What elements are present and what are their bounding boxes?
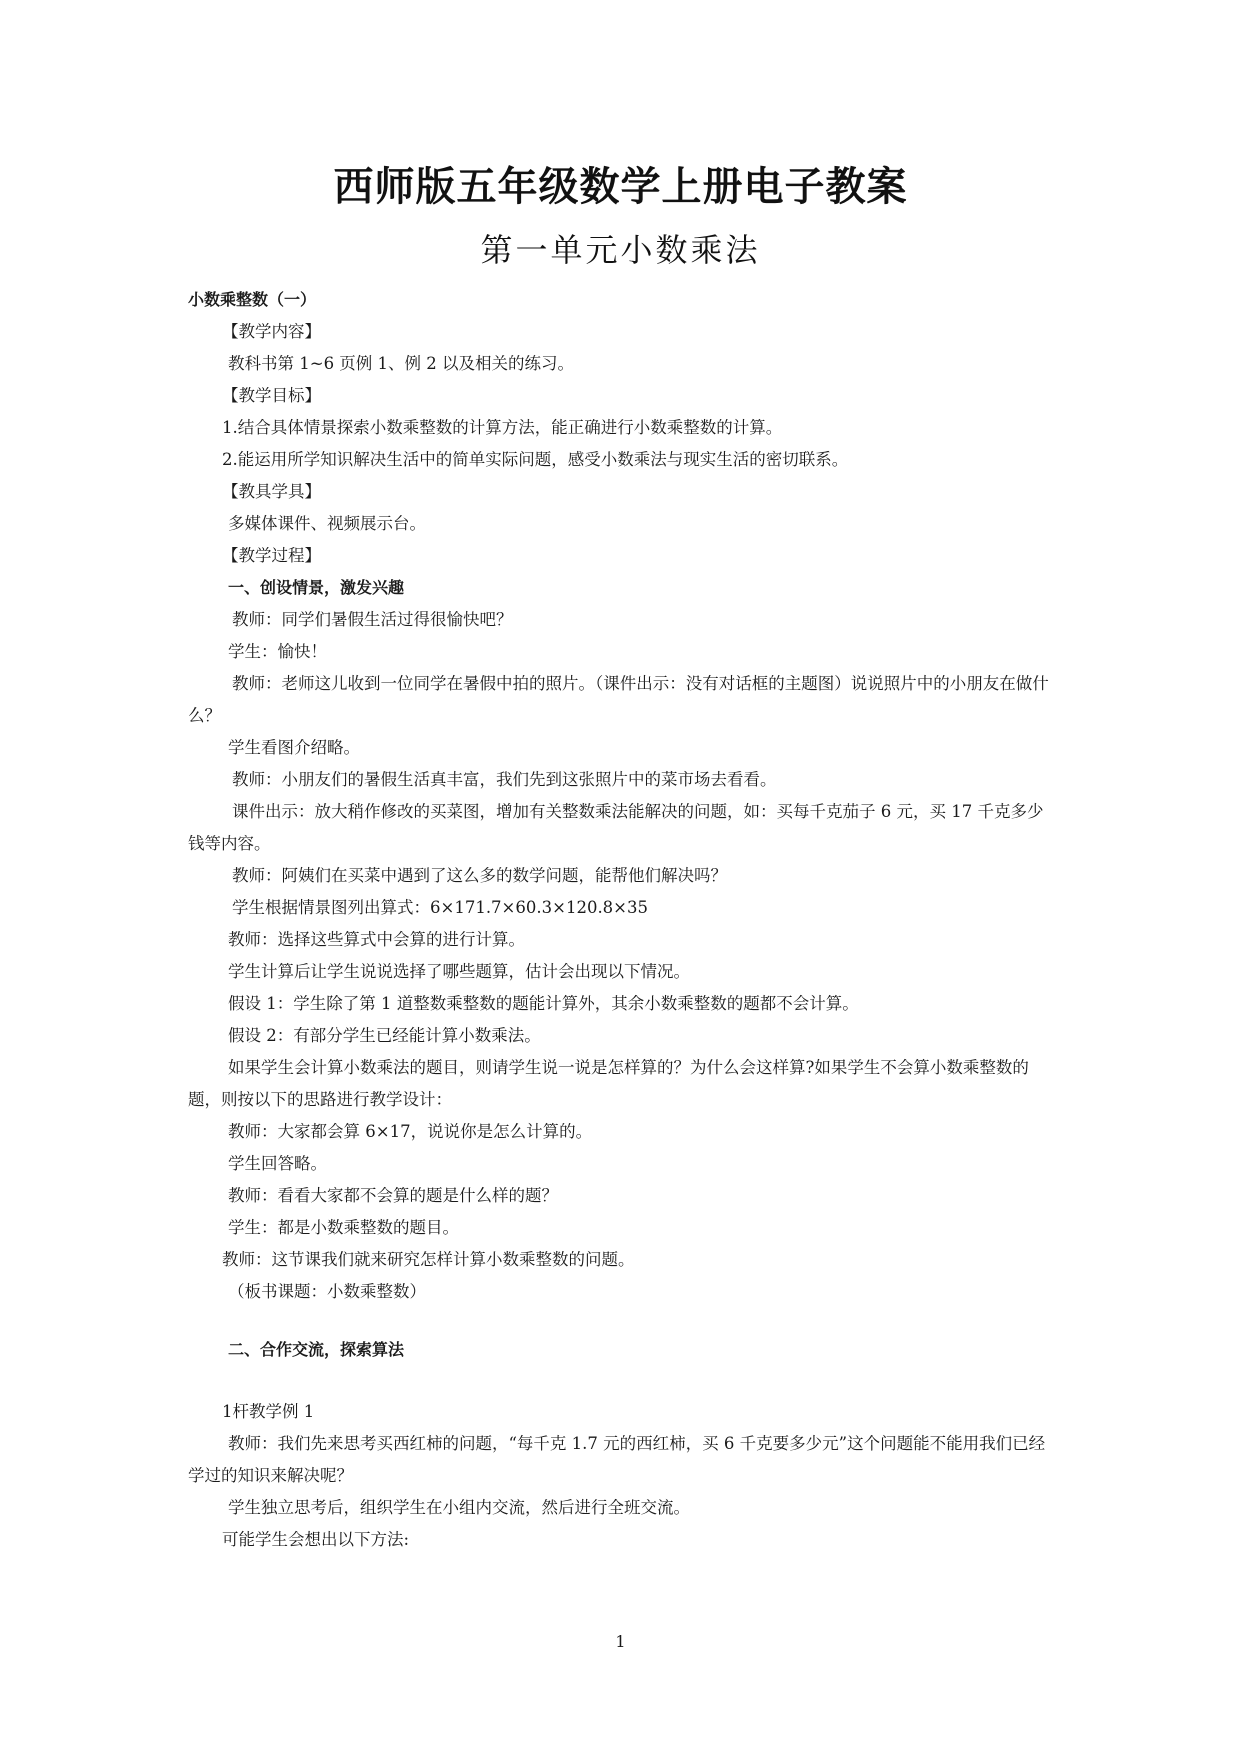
paragraph: 教师：老师这儿收到一位同学在暑假中拍的照片。（课件出示：没有对话框的主题图）说说照片中的小朋友在做什么？ (188, 674, 1049, 725)
paragraph: （板书课题：小数乘整数） (228, 1282, 426, 1301)
paragraph: 假设 2：有部分学生已经能计算小数乘法。 (228, 1026, 541, 1045)
paragraph: 教师：阿姨们在买菜中遇到了这么多的数学问题，能帮他们解决吗？ (232, 866, 727, 885)
paragraph: 教师：大家都会算 6×17，说说你是怎么计算的。 (228, 1122, 593, 1141)
paragraph: 教师：我们先来思考买西红柿的问题，“每千克 1.7 元的西红柿，买 6 千克要多少元”这个问题能不能用我们已经学过的知识来解决呢？ (188, 1434, 1046, 1485)
paragraph: 学生根据情景图列出算式：6×171.7×60.3×120.8×35 (232, 898, 649, 917)
paragraph: 1杆教学例 1 (222, 1402, 315, 1421)
paragraph: 教师：选择这些算式中会算的进行计算。 (228, 930, 525, 949)
paragraph: 2.能运用所学知识解决生活中的简单实际问题，感受小数乘法与现实生活的密切联系。 (222, 450, 849, 469)
paragraph: 学生看图介绍略。 (228, 738, 360, 757)
heading-teaching-tools: 【教具学具】 (222, 482, 321, 501)
paragraph: 多媒体课件、视频展示台。 (228, 514, 426, 533)
heading-teaching-content: 【教学内容】 (222, 322, 321, 341)
paragraph: 教师：这节课我们就来研究怎样计算小数乘整数的问题。 (222, 1250, 635, 1269)
document-title: 西师版五年级数学上册电子教案 (333, 164, 908, 210)
paragraph: 教师：看看大家都不会算的题是什么样的题？ (228, 1186, 558, 1205)
paragraph: 学生计算后让学生说说选择了哪些题算，估计会出现以下情况。 (228, 962, 690, 981)
lesson-title: 小数乘整数（一） (188, 290, 317, 309)
page-number: 1 (615, 1632, 626, 1651)
paragraph: 1.结合具体情景探索小数乘整数的计算方法，能正确进行小数乘整数的计算。 (222, 418, 783, 437)
paragraph: 教师：同学们暑假生活过得很愉快吧？ (232, 610, 513, 629)
paragraph: 课件出示：放大稍作修改的买菜图，增加有关整数乘法能解决的问题，如：买每千克茄子 6 元，买 17 千克多少钱等内容。 (188, 802, 1044, 853)
paragraph: 可能学生会想出以下方法: (222, 1530, 410, 1549)
paragraph: 如果学生会计算小数乘法的题目，则请学生说一说是怎样算的？为什么会这样算?如果学生不会算小数乘整数的题，则按以下的思路进行教学设计： (188, 1058, 1029, 1109)
paragraph: 教科书第 1~6 页例 1、例 2 以及相关的练习。 (228, 354, 575, 373)
heading-teaching-process: 【教学过程】 (222, 546, 321, 565)
paragraph: 学生：都是小数乘整数的题目。 (228, 1218, 459, 1237)
heading-teaching-goals: 【教学目标】 (222, 386, 321, 405)
section-heading-2: 二、合作交流，探索算法 (228, 1340, 405, 1359)
paragraph: 学生：愉快！ (228, 642, 327, 661)
paragraph: 教师：小朋友们的暑假生活真丰富，我们先到这张照片中的菜市场去看看。 (232, 770, 777, 789)
paragraph: 学生独立思考后，组织学生在小组内交流，然后进行全班交流。 (228, 1498, 690, 1517)
paragraph: 假设 1：学生除了第 1 道整数乘整数的题能计算外，其余小数乘整数的题都不会计算。 (228, 994, 859, 1013)
paragraph: 学生回答略。 (228, 1154, 327, 1173)
section-heading-1: 一、创设情景，激发兴趣 (228, 578, 405, 597)
unit-subtitle: 第一单元小数乘法 (480, 231, 761, 269)
document-body (188, 284, 1068, 1556)
